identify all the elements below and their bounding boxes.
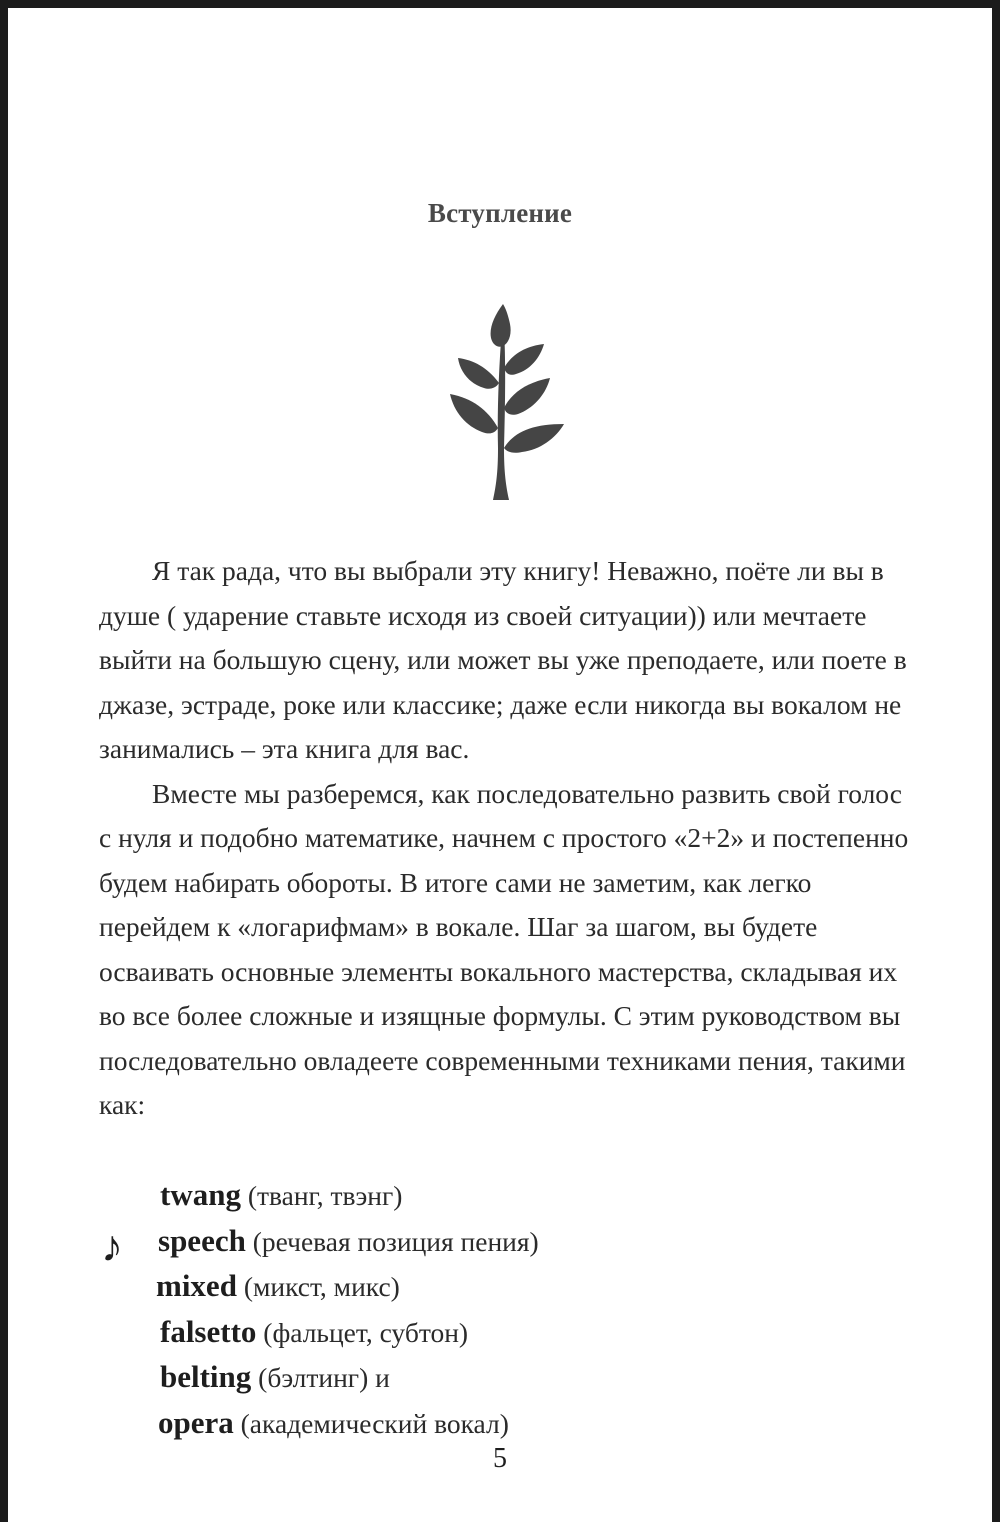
term: opera: [158, 1404, 234, 1440]
term: falsetto: [160, 1313, 257, 1349]
list-item: [152, 1310, 539, 1356]
term-description: (речевая позиция пения): [252, 1225, 539, 1257]
page-number: 5: [493, 1443, 507, 1474]
term-description: (академический вокал): [240, 1407, 509, 1439]
intro-text: [99, 549, 919, 1128]
list-item: [152, 1355, 539, 1401]
term-description: (фальцет, субтон): [263, 1316, 469, 1348]
paragraph-2: Вместе мы разберемся, как последовательно развить свой голос с нуля и подобно математике, начнем с простого «2+2» и постепенно будем набирать обороты. В итоге сами не заметим, как легко перейдем к «логарифмам» в вокале. Шаг за шагом, вы будете осваивать основные элементы вокального мастерства, складывая их во все более сложные и изящные формулы. С этим руководством вы последовательно овладеете современными техниками пения, такими как:: [99, 777, 909, 1120]
list-item: [152, 1173, 539, 1219]
term: twang: [160, 1177, 241, 1212]
book-page: [8, 8, 992, 1522]
techniques-list: [152, 1173, 539, 1446]
term-description: (бэлтинг) и: [258, 1362, 390, 1393]
term: speech: [158, 1222, 246, 1258]
chapter-heading: Вступление: [427, 198, 573, 228]
term: belting: [160, 1359, 252, 1394]
term-description: (тванг, твэнг): [247, 1180, 403, 1211]
term-description: (микст, микс): [243, 1271, 400, 1302]
list-item: [152, 1219, 539, 1265]
paragraph-1: Я так рада, что вы выбрали эту книгу! Неважно, поёте ли вы в душе ( ударение ставьте исходя из своей ситуации)) или мечтаете выйти на большую сцену, или может вы уже преподаете, или поете в джазе, эстраде, роке или классике; даже если никогда вы вокалом не занимались – эта книга для вас.: [99, 555, 907, 764]
term: mixed: [156, 1268, 237, 1303]
tree-sprout-icon: [436, 298, 566, 508]
list-item: [152, 1401, 539, 1447]
music-note-icon: ♪: [101, 1222, 123, 1271]
list-item: [152, 1264, 539, 1310]
